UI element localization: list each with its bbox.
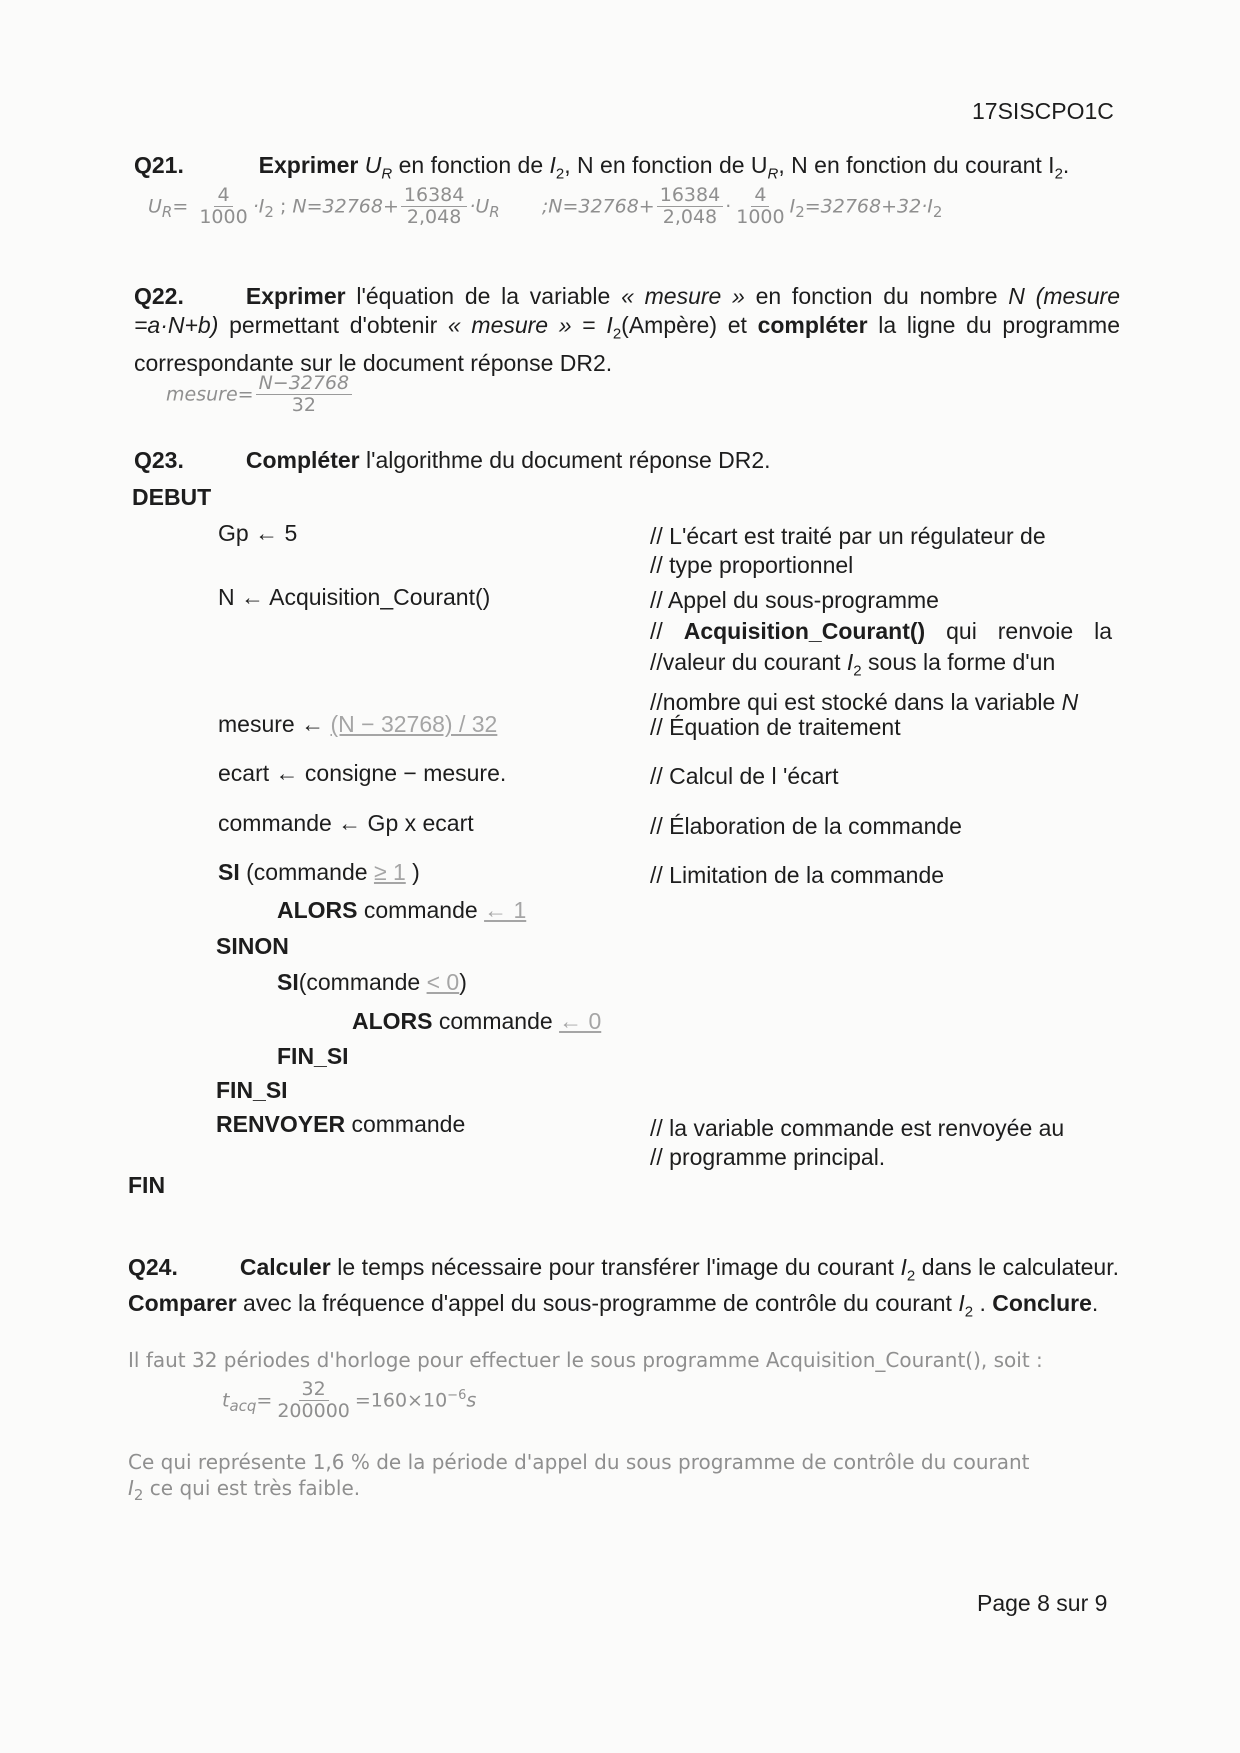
q23-number: Q23.: [134, 447, 184, 473]
q24-ans-exp: −6: [447, 1388, 467, 1404]
q21-ans-frac1: $\frac{4}{1000}$: [199, 184, 248, 228]
q21-ans-p3-end-sub: 2: [932, 203, 943, 222]
algo-line-alors1: [277, 897, 526, 924]
q21-number: Q21.: [134, 152, 184, 178]
q24-answer-line1: Il faut 32 périodes d'horloge pour effectuer le sous programme Acquisition_Courant(), soit :: [128, 1348, 1043, 1372]
algo-line-finsi2: FIN_SI: [216, 1077, 288, 1103]
q21-ans-frac4: $\frac{4}{1000}$: [736, 184, 785, 228]
q24-ans-lhs: t: [222, 1389, 230, 1412]
comment-7b: // programme principal.: [650, 1144, 886, 1170]
algo-renvoyer-kw: RENVOYER: [216, 1111, 346, 1137]
q22-n: N: [1008, 283, 1025, 309]
q22-question: [134, 282, 1120, 378]
q21-ans-p1-lhs: U: [148, 195, 162, 218]
page-number: Page 8 sur 9: [977, 1590, 1108, 1616]
algo-si2-pre: (commande: [298, 969, 427, 995]
algo-si2-post: ): [459, 969, 467, 995]
q22-text-d: =: [571, 312, 607, 338]
q21-ans-p3-end: =32768+32·I: [804, 195, 933, 218]
q21-ans-p1-tail-sub: 2: [264, 203, 274, 222]
algo-debut: DEBUT: [132, 484, 212, 510]
comment-appel: [650, 585, 1112, 718]
q22-answer: [166, 374, 354, 416]
q24-ans-l3-i: I: [128, 1476, 134, 1500]
q21-text-e: .: [1062, 152, 1070, 178]
q23-verb: Compléter: [245, 447, 360, 473]
q22-text-b: en fonction du nombre: [744, 283, 1009, 309]
q24-verb3: Conclure: [992, 1289, 1092, 1316]
algo-si-post: ): [405, 859, 420, 885]
algo-fin: FIN: [128, 1172, 166, 1198]
q21-text-a: U: [358, 152, 382, 178]
q24-answer-line3: [128, 1476, 360, 1504]
algo-si-pre: (commande: [239, 859, 374, 885]
q21-verb: Exprimer: [258, 152, 359, 178]
q24-i2: I: [958, 1289, 965, 1316]
q24-text-e: .: [1091, 1289, 1099, 1316]
q21-sub-2: 2: [555, 165, 565, 183]
q22-ans-frac: $\frac{N-32768}{32}$: [256, 374, 353, 416]
q21-text-d: , N en fonction du courant I: [778, 152, 1055, 178]
q21-ans-frac2: $\frac{16384}{2,048}$: [401, 186, 467, 228]
algo-alors1-text: commande: [357, 897, 485, 923]
comment-2b: // Acquisition_Courant() qui renvoie la: [650, 618, 1112, 644]
comment-1b: // type proportionnel: [650, 552, 854, 578]
q24-text-d: .: [973, 1289, 993, 1316]
comment-7a: // la variable commande est renvoyée au: [650, 1115, 1065, 1141]
comment-2a: // Appel du sous-programme: [650, 587, 939, 613]
algo-line-mesure: [218, 711, 497, 738]
comment-elaboration: // Élaboration de la commande: [650, 813, 962, 839]
q24-text-c: avec la fréquence d'appel du sous-programme de contrôle du courant: [236, 1289, 959, 1316]
q22-text-c: permettant d'obtenir: [218, 312, 448, 338]
q22-verb2: compléter: [757, 312, 868, 338]
q21-sub-r: R: [381, 165, 393, 183]
q22-ans-lhs: mesure=: [166, 383, 254, 406]
q22-i: I: [606, 312, 613, 338]
q21-ans-sep: ;: [279, 195, 287, 218]
algo-line-si2: [277, 969, 467, 996]
algo-line-si: [218, 859, 420, 886]
q21-question: [134, 152, 1069, 183]
comment-1a: // L'écart est traité par un régulateur de: [650, 523, 1046, 549]
q24-ans-l3-sub: 2: [133, 1486, 144, 1504]
algo-line-renvoyer: [216, 1111, 465, 1138]
q24-answer-formula: [222, 1380, 476, 1422]
algo-si2-fill: < 0: [426, 969, 460, 995]
algo-alors2-kw: ALORS: [352, 1008, 433, 1034]
q24-answer-line2: Ce qui représente 1,6 % de la période d'appel du sous programme de contrôle du courant: [128, 1450, 1030, 1474]
q22-text-f: la ligne du programme correspondante sur le document réponse DR2.: [134, 312, 1120, 376]
q24-verb: Calculer: [239, 1254, 331, 1280]
algo-renvoyer-text: commande: [345, 1111, 466, 1137]
algo-alors2-text: commande: [432, 1008, 560, 1034]
q21-ans-p3-lhs: ;N=32768+: [541, 195, 655, 218]
comment-2d: //nombre qui est stocké dans la variable N: [650, 688, 1079, 715]
q21-ans-p2-lhs: N=32768+: [292, 195, 399, 218]
q22-verb: Exprimer: [245, 283, 346, 309]
q24-number: Q24.: [128, 1254, 178, 1280]
algo-line-ecart: ecart ← consigne − mesure.: [218, 760, 507, 786]
algo-alors2-fill: ← 0: [559, 1008, 602, 1034]
algo-line-alors2: [352, 1008, 601, 1035]
algo-line-gp: Gp ← 5: [218, 520, 298, 546]
q21-ans-frac3: $\frac{16384}{2,048}$: [657, 186, 723, 228]
q24-ans-rhs: =160×10: [354, 1389, 448, 1412]
q21-answer: [148, 186, 942, 228]
algo-si2-kw: SI: [277, 969, 299, 995]
q21-sub-r2: R: [767, 165, 779, 183]
doc-code: 17SISCPO1C: [972, 98, 1114, 124]
q23-text: l'algorithme du document réponse DR2.: [359, 447, 771, 473]
q22-text-a: l'équation de la variable: [345, 283, 622, 309]
q21-ans-p3-tail: I: [789, 195, 796, 218]
q22-paren: (mesure =a·N+b): [134, 283, 1121, 338]
q21-text-b: en fonction de: [392, 152, 550, 178]
algo-line-n: N ← Acquisition_Courant(): [218, 584, 491, 610]
algo-alors1-kw: ALORS: [277, 897, 358, 923]
q21-text-c: , N en fonction de U: [564, 152, 768, 178]
algo-alors1-fill: ← 1: [484, 897, 527, 923]
q22-mesure-q: « mesure »: [621, 283, 745, 309]
q24-text-b: dans le calculateur.: [915, 1254, 1120, 1280]
q22-number: Q22.: [134, 283, 184, 309]
q21-ans-p2-tail: ·U: [469, 195, 490, 218]
q21-ans-p1-tail: ·I: [252, 195, 265, 218]
q24-ans-lhs-sub: acq: [229, 1397, 257, 1416]
algo-line-sinon: SINON: [216, 933, 289, 959]
comment-equation: // Équation de traitement: [650, 714, 901, 740]
q24-sub-2b: 2: [964, 1303, 974, 1321]
comment-ecart: // Calcul de l 'écart: [650, 763, 839, 789]
q24-ans-l3-text: ce qui est très faible.: [143, 1476, 361, 1500]
comment-limitation: // Limitation de la commande: [650, 862, 945, 888]
q21-sub-2b: 2: [1054, 165, 1063, 183]
comment-regulateur: [650, 522, 1112, 580]
comment-renvoi: [650, 1114, 1112, 1172]
q24-sub-2: 2: [906, 1267, 916, 1285]
algo-mesure-pre: mesure ←: [218, 711, 331, 737]
q21-ans-dot: ·: [725, 195, 732, 218]
q21-ans-p1-lhs-sub: R: [161, 203, 173, 222]
q24-ans-frac: $\frac{32}{200000}$: [277, 1378, 350, 1422]
q24-verb2: Comparer: [128, 1289, 237, 1316]
q22-mesure-q2: « mesure »: [447, 312, 572, 338]
algo-si-kw: SI: [218, 859, 240, 885]
q24-ans-unit: s: [466, 1389, 477, 1412]
q22-text-e: (Ampère) et: [621, 312, 758, 338]
q24-i: I: [900, 1254, 907, 1280]
algo-line-commande: commande ← Gp x ecart: [218, 810, 474, 836]
q24-ans-eq: =: [256, 1389, 273, 1412]
q22-sub-2: 2: [612, 325, 622, 343]
algo-si-fill: ≥ 1: [373, 859, 406, 885]
q24-question: [128, 1254, 1119, 1325]
q21-ans-eq: =: [172, 195, 189, 218]
comment-2c: //valeur du courant $I_2$ sous la forme d'un: [650, 649, 1056, 680]
q21-i: I: [549, 152, 556, 178]
q24-text-a: le temps nécessaire pour transférer l'image du courant: [330, 1254, 901, 1280]
q21-ans-p3-tail-sub: 2: [795, 203, 805, 222]
q21-ans-p2-tail-sub: R: [489, 203, 500, 222]
algo-line-finsi1: FIN_SI: [277, 1043, 349, 1069]
q23-question: [134, 447, 771, 474]
algo-mesure-fill: (N − 32768) / 32: [330, 711, 498, 737]
